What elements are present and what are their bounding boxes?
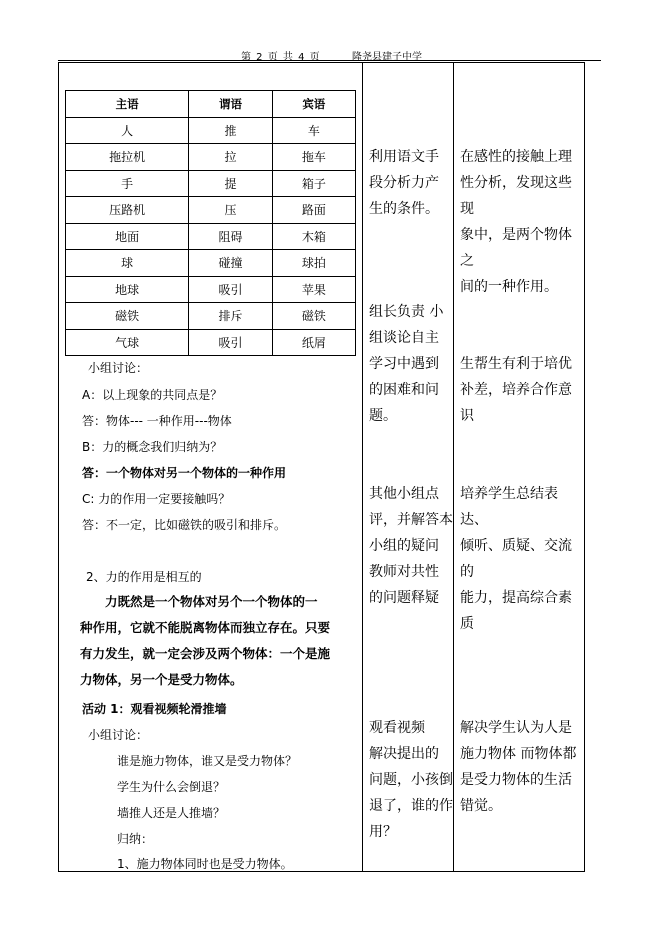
activity-question-1: 谁是施力物体，谁又是受力物体？ <box>117 754 298 768</box>
cell: 路面 <box>272 197 355 224</box>
table-row <box>66 144 356 171</box>
table-row <box>66 117 356 144</box>
col2-block-2 <box>369 299 453 429</box>
text-line: 象中，是两个物体之 <box>460 227 572 269</box>
paragraph-line: 力既然是一个物体对另个一个物体的一 <box>80 594 318 609</box>
col3-block-4 <box>460 715 584 819</box>
answer-a: 答：物体--- 一种作用---物体 <box>82 414 232 428</box>
cell: 苹果 <box>272 276 355 303</box>
text-line: 题。 <box>369 408 397 424</box>
text-line: 组长负责 小 <box>369 304 444 320</box>
activity-title-text: 活动 1：观看视频轮滑推墙 <box>82 702 227 716</box>
text-line: 的困难和问 <box>369 382 439 398</box>
col3-block-1 <box>460 144 584 300</box>
cell: 提 <box>189 170 272 197</box>
cell: 气球 <box>66 329 189 356</box>
header-rule <box>58 60 601 61</box>
text-line: 用？ <box>369 824 397 840</box>
paragraph-line: 种作用，它就不能脱离物体而独立存在。只要 <box>80 620 331 635</box>
table-header-row <box>66 91 356 118</box>
school-name: 隆尧县建子中学 <box>352 52 422 63</box>
col3-block-3 <box>460 481 584 637</box>
activity-question-3: 墙推人还是人推墙？ <box>117 806 226 820</box>
cell: 拖车 <box>272 144 355 171</box>
text-line: 观看视频 <box>369 720 425 736</box>
activity-question-2: 学生为什么会倒退？ <box>117 780 226 794</box>
header-object: 宾语 <box>272 91 355 118</box>
text-line: 倾听、质疑、交流的 <box>460 538 572 580</box>
section2-title: 2、力的作用是相互的 <box>86 570 202 584</box>
activity-title <box>82 702 227 716</box>
cell: 纸屑 <box>272 329 355 356</box>
table-row <box>66 303 356 330</box>
text-line: 小组的疑问 <box>369 538 439 554</box>
paragraph-line: 力物体，另一个是受力物体。 <box>80 672 243 687</box>
answer-b: 答：一个物体对另一个物体的一种作用 <box>82 466 287 480</box>
text-line: 在感性的接触上理 <box>460 149 572 165</box>
cell: 推 <box>189 117 272 144</box>
table-row <box>66 250 356 277</box>
cell: 地球 <box>66 276 189 303</box>
table-row <box>66 276 356 303</box>
cell: 碰撞 <box>189 250 272 277</box>
text-line: 段分析力产 <box>369 175 439 191</box>
text-line: 解决学生认为人是 <box>460 720 572 736</box>
text-line: 利用语文手 <box>369 149 439 165</box>
text-line: 问题，小孩倒 <box>369 772 453 788</box>
text-line: 评，并解答本 <box>369 512 453 528</box>
cell: 排斥 <box>189 303 272 330</box>
col2-block-3 <box>369 481 453 611</box>
table-row <box>66 197 356 224</box>
text-line: 是受力物体的生活 <box>460 772 572 788</box>
cell: 手 <box>66 170 189 197</box>
summary-point-1: 1、施力物体同时也是受力物体。 <box>117 857 293 871</box>
text-line: 补差，培养合作意识 <box>460 382 572 424</box>
cell: 吸引 <box>189 329 272 356</box>
text-line: 施力物体 而物体都 <box>460 746 577 762</box>
cell: 压 <box>189 197 272 224</box>
text-line: 培养学生总结表达、 <box>460 486 558 528</box>
text-line: 错觉。 <box>460 798 502 814</box>
cell: 球拍 <box>272 250 355 277</box>
cell: 地面 <box>66 223 189 250</box>
discussion-title: 小组讨论： <box>88 361 149 375</box>
text-line: 组谈论自主 <box>369 330 439 346</box>
text-line: 生帮生有利于培优 <box>460 356 572 372</box>
cell: 吸引 <box>189 276 272 303</box>
header-subject: 主语 <box>66 91 189 118</box>
cell: 木箱 <box>272 223 355 250</box>
cell: 磁铁 <box>272 303 355 330</box>
text-line: 退了，谁的作 <box>369 798 453 814</box>
text-line: 教师对共性 <box>369 564 439 580</box>
table-row <box>66 170 356 197</box>
question-b: B：力的概念我们归纳为？ <box>82 440 223 454</box>
page-info: 第 2 页 共 4 页 <box>241 52 321 63</box>
col2-block-1 <box>369 144 453 222</box>
answer-c: 答：不一定，比如磁铁的吸引和排斥。 <box>82 518 287 532</box>
subject-predicate-object-table <box>65 90 356 356</box>
header-predicate: 谓语 <box>189 91 272 118</box>
cell: 拖拉机 <box>66 144 189 171</box>
question-c: C: 力的作用一定要接触吗？ <box>82 492 231 506</box>
text-line: 能力，提高综合素质 <box>460 590 572 632</box>
column-divider-2 <box>453 62 454 872</box>
cell: 人 <box>66 117 189 144</box>
cell: 压路机 <box>66 197 189 224</box>
table-row <box>66 223 356 250</box>
summary-title: 归纳： <box>117 832 154 846</box>
col2-block-4 <box>369 715 453 845</box>
text-line: 学习中遇到 <box>369 356 439 372</box>
column-divider-1 <box>362 62 363 872</box>
text-line: 的问题释疑 <box>369 590 439 606</box>
cell: 球 <box>66 250 189 277</box>
cell: 磁铁 <box>66 303 189 330</box>
text-line: 生的条件。 <box>369 201 439 217</box>
text-line: 其他小组点 <box>369 486 439 502</box>
cell: 拉 <box>189 144 272 171</box>
table-row <box>66 329 356 356</box>
text-line: 间的一种作用。 <box>460 279 558 295</box>
activity-discussion-title: 小组讨论： <box>88 728 149 742</box>
question-a: A：以上现象的共同点是？ <box>82 388 223 402</box>
text-line: 性分析，发现这些现 <box>460 175 572 217</box>
cell: 箱子 <box>272 170 355 197</box>
text-line: 解决提出的 <box>369 746 439 762</box>
cell: 阻碍 <box>189 223 272 250</box>
paragraph-line: 有力发生，就一定会涉及两个物体：一个是施 <box>80 646 331 661</box>
cell: 车 <box>272 117 355 144</box>
col3-block-2 <box>460 351 584 429</box>
section2-paragraph <box>80 589 356 693</box>
